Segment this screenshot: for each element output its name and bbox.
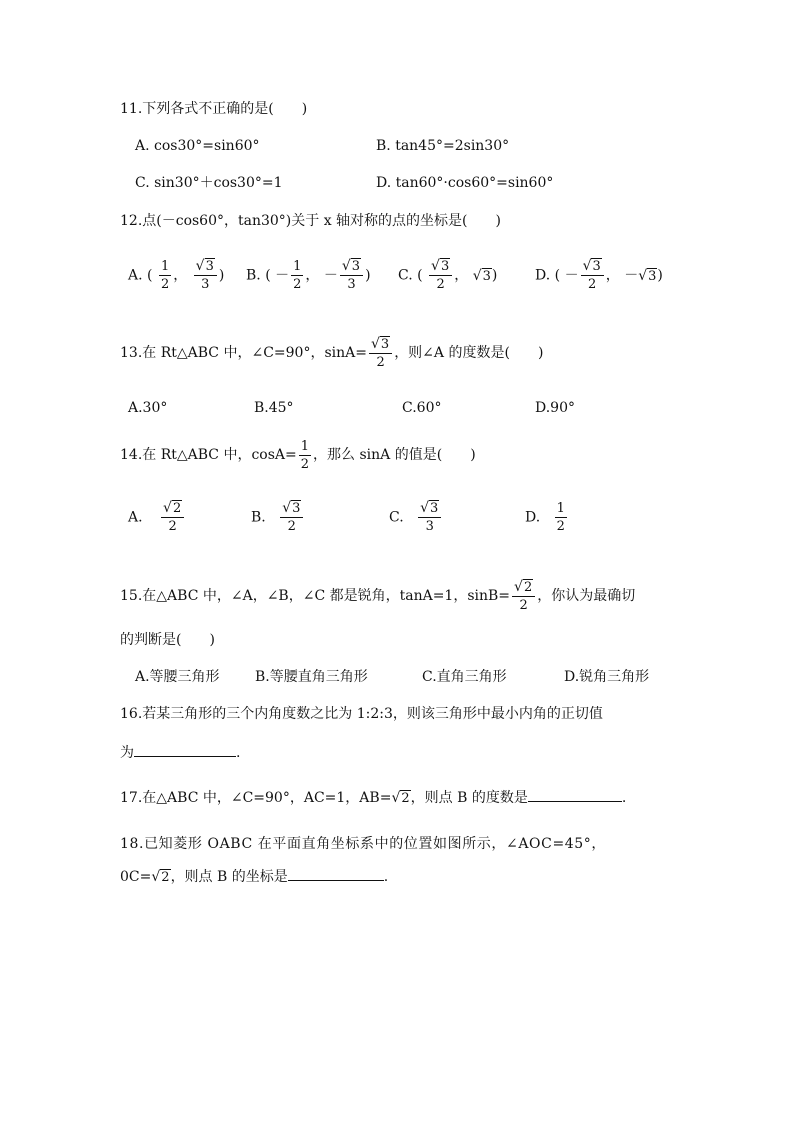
- q14-a-frac: $\frac{√2}{2}$: [161, 500, 184, 535]
- q13-stem: [120, 335, 543, 371]
- frac-num: 1: [160, 259, 170, 274]
- q12-d-label: D.: [535, 267, 551, 284]
- q13-option-c: C.60°: [402, 400, 442, 416]
- q12-c-comma: ，: [454, 267, 469, 284]
- q12-b-frac-x: $\frac{1}{2}$: [293, 259, 302, 292]
- q18-line1: 18.已知菱形 OABC 在平面直角坐标系中的位置如图所示，∠AOC=45°，: [120, 836, 606, 852]
- q12-b-comma: ，: [305, 267, 320, 284]
- q16-line1: 16.若某三角形的三个内角度数之比为 1:2:3，则该三角形中最小内角的正切值: [120, 706, 603, 722]
- q11-option-c: C. sin30°＋cos30°=1: [135, 175, 283, 191]
- q12-stem: 12.点(－cos60°，tan30°)关于 x 轴对称的点的坐标是( ): [120, 213, 501, 229]
- sqrt-radical: √3: [282, 500, 301, 516]
- q18-line2: [120, 866, 388, 888]
- q18-line2-pre: 0C=: [120, 869, 152, 885]
- q12-c-frac-x: $\frac{√3}{2}$: [429, 258, 452, 293]
- sqrt-radical: √3: [420, 500, 439, 516]
- q14-option-a: [128, 500, 186, 535]
- sqrt-radical: √3: [582, 258, 601, 274]
- minus-sign: －: [275, 267, 290, 284]
- q14-stem-pre: 14.在 Rt△ABC 中，cosA=: [120, 447, 297, 463]
- q13-option-b: B.45°: [254, 400, 294, 416]
- q12-d-close: ): [657, 267, 663, 284]
- q17-line: [120, 787, 626, 809]
- q12-d-frac-x: $\frac{√3}{2}$: [581, 258, 604, 293]
- q14-stem: [120, 437, 476, 473]
- q15-option-d: D.锐角三角形: [564, 669, 650, 685]
- q12-b-frac-y: $\frac{√3}{3}$: [340, 258, 363, 293]
- q16-line2: [120, 742, 240, 763]
- minus-sign: －: [323, 267, 338, 284]
- q14-option-d: [525, 500, 569, 535]
- q14-d-frac: $\frac{1}{2}$: [556, 501, 565, 534]
- answer-blank[interactable]: [134, 742, 236, 757]
- q16-line2-pre: 为: [120, 745, 134, 761]
- q12-a-comma: ，: [173, 267, 188, 284]
- q12-option-b: [246, 258, 371, 293]
- q14-b-frac: $\frac{√3}{2}$: [280, 500, 303, 535]
- sqrt-radical: √3: [195, 258, 214, 274]
- q15-option-c: C.直角三角形: [422, 669, 507, 685]
- q16-line2-post: .: [236, 745, 241, 761]
- q13-stem-pre: 13.在 Rt△ABC 中，∠C=90°，sinA=: [120, 345, 367, 361]
- q14-c-frac: $\frac{√3}{3}$: [418, 500, 441, 535]
- q15-option-b: B.等腰直角三角形: [255, 669, 368, 685]
- q12-option-c: [398, 258, 497, 293]
- q12-b-open: (: [265, 267, 271, 284]
- q12-d-comma: ，: [605, 267, 620, 284]
- q18-end: .: [383, 869, 389, 885]
- sqrt-radical: √3: [341, 258, 361, 274]
- q15-stem-post: ，你认为最确切: [537, 588, 636, 604]
- q15-option-a: A.等腰三角形: [135, 669, 220, 685]
- q14-d-label: D.: [525, 509, 541, 526]
- answer-blank[interactable]: [528, 787, 622, 802]
- q11-option-b: B. tan45°=2sin30°: [376, 138, 510, 154]
- q17-pre: 17.在△ABC 中，∠C=90°，AC=1，AB=: [120, 790, 392, 806]
- q15-stem-line2: 的判断是( ): [120, 632, 215, 648]
- q11-option-a: A. cos30°=sin60°: [135, 138, 260, 154]
- q17-post: ，则点 B 的度数是: [410, 790, 528, 806]
- q12-c-open: (: [417, 267, 423, 284]
- q12-option-d: [535, 258, 663, 293]
- q14-frac: $\frac{1}{2}$: [300, 438, 310, 472]
- sqrt-radical: √2: [391, 790, 410, 806]
- q12-option-a: [128, 258, 224, 293]
- q14-b-label: B.: [251, 509, 266, 526]
- q14-option-b: [251, 500, 305, 535]
- sqrt-radical: √3: [431, 258, 450, 274]
- q12-a-frac-y: [194, 258, 217, 293]
- q14-option-c: [389, 500, 443, 535]
- sqrt-radical: √2: [514, 578, 533, 595]
- q13-option-d: D.90°: [535, 400, 575, 416]
- q15-frac: $\frac{√2}{2}$: [512, 579, 535, 614]
- q18-line2-post: ，则点 B 的坐标是: [170, 869, 288, 885]
- q12-c-close: ): [491, 267, 498, 284]
- q12-a-label: A.: [128, 267, 143, 284]
- q15-stem: [120, 578, 635, 614]
- q11-stem: 11.下列各式不正确的是( ): [120, 101, 308, 117]
- minus-sign: －: [564, 267, 579, 284]
- q13-stem-post: ，则∠A 的度数是( ): [394, 345, 544, 361]
- q17-end: .: [621, 790, 627, 806]
- q11-option-d: D. tan60°·cos60°=sin60°: [376, 175, 554, 191]
- q12-a-open: (: [147, 267, 153, 284]
- q13-option-a: A.30°: [128, 400, 168, 416]
- minus-sign: －: [624, 267, 639, 284]
- sqrt-radical: √2: [151, 869, 170, 885]
- q12-d-open: (: [554, 267, 561, 284]
- sqrt-radical: √2: [163, 500, 182, 516]
- frac-den: 3: [201, 277, 210, 292]
- q12-b-close: ): [365, 267, 371, 284]
- sqrt-radical: √3: [638, 267, 657, 284]
- q12-b-label: B.: [246, 267, 261, 284]
- q14-a-label: A.: [128, 509, 143, 526]
- sqrt-radical: √3: [472, 267, 491, 284]
- answer-blank[interactable]: [288, 866, 384, 881]
- q13-frac: $\frac{√3}{2}$: [369, 336, 392, 371]
- sqrt-radical: √3: [370, 335, 390, 352]
- q12-a-frac-x: [159, 258, 171, 293]
- q12-a-close: ): [218, 267, 225, 284]
- q14-stem-post: ，那么 sinA 的值是( ): [313, 447, 476, 463]
- frac-den: 2: [160, 277, 170, 292]
- q15-stem-pre: 15.在△ABC 中，∠A，∠B，∠C 都是锐角，tanA=1，sinB=: [120, 588, 511, 604]
- q14-c-label: C.: [389, 509, 404, 526]
- q12-c-label: C.: [398, 267, 413, 284]
